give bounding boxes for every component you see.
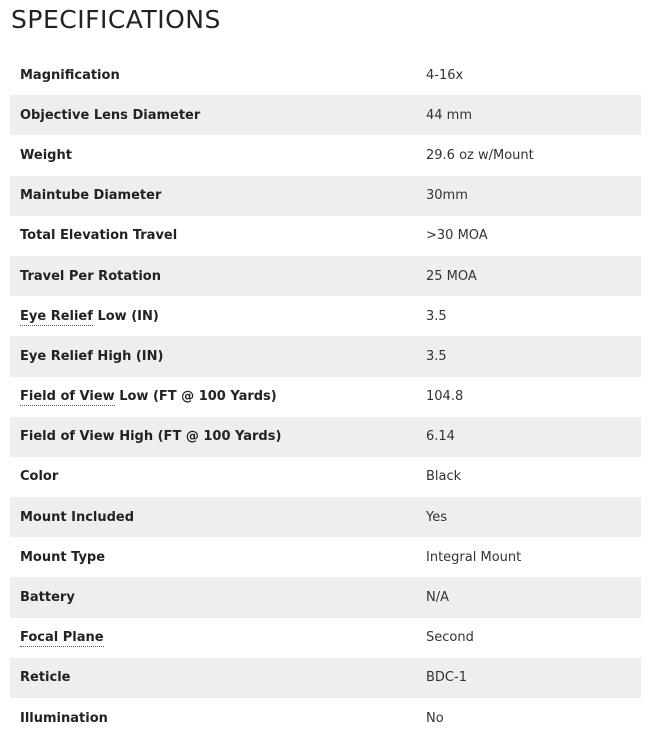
spec-label xyxy=(10,510,426,525)
spec-value: BDC-1 xyxy=(426,670,467,686)
spec-row-reticle xyxy=(10,658,641,698)
glossary-term-link[interactable]: Eye Relief xyxy=(20,308,93,324)
spec-row-magnification xyxy=(10,55,641,95)
spec-label xyxy=(10,68,426,83)
spec-label xyxy=(10,148,426,163)
spec-value: Black xyxy=(426,469,462,485)
spec-label xyxy=(10,429,426,444)
spec-row-mount-included xyxy=(10,497,641,537)
spec-label-text: Mount Type xyxy=(20,549,106,565)
spec-label-text: Total Elevation Travel xyxy=(20,228,178,244)
glossary-term-link[interactable]: Field of View xyxy=(20,389,115,405)
spec-value: Integral Mount xyxy=(426,549,522,565)
spec-value: 3.5 xyxy=(426,348,447,364)
spec-row-weight xyxy=(10,135,641,175)
spec-row-color xyxy=(10,457,641,497)
spec-row-battery xyxy=(10,577,641,617)
spec-label-text: Magnification xyxy=(20,67,120,83)
spec-value: N/A xyxy=(426,590,449,606)
spec-label-text: Mount Included xyxy=(20,509,135,525)
spec-row-field-of-view-high xyxy=(10,417,641,457)
spec-value: >30 MOA xyxy=(426,228,488,244)
spec-row-total-elevation-travel xyxy=(10,216,641,256)
spec-value: Yes xyxy=(426,509,447,525)
spec-row-eye-relief-high xyxy=(10,336,641,376)
spec-label xyxy=(10,469,426,484)
spec-label-text: Eye Relief High (IN) xyxy=(20,348,164,364)
spec-row-field-of-view-low xyxy=(10,377,641,417)
spec-label xyxy=(10,550,426,565)
spec-label-text: Color xyxy=(20,469,59,485)
spec-row-illumination xyxy=(10,698,641,732)
spec-label xyxy=(10,630,426,645)
spec-label-text: Objective Lens Diameter xyxy=(20,107,201,123)
spec-label-text: Reticle xyxy=(20,670,71,686)
spec-label-text: Low (IN) xyxy=(92,308,159,324)
spec-label xyxy=(10,389,426,404)
spec-label-text: Maintube Diameter xyxy=(20,188,162,204)
spec-table xyxy=(10,55,641,732)
spec-value: 44 mm xyxy=(426,107,473,123)
spec-value: Second xyxy=(426,630,474,646)
section-title: SPECIFICATIONS xyxy=(11,5,221,34)
spec-value: 4-16x xyxy=(426,67,464,83)
spec-value: 30mm xyxy=(426,188,468,204)
spec-label-text: Weight xyxy=(20,147,72,163)
spec-label-text: Travel Per Rotation xyxy=(20,268,161,284)
spec-label xyxy=(10,711,426,726)
spec-label-text: Illumination xyxy=(20,710,108,726)
spec-value: 6.14 xyxy=(426,429,455,445)
spec-label xyxy=(10,269,426,284)
spec-label-text: Battery xyxy=(20,590,75,606)
spec-row-travel-per-rotation xyxy=(10,256,641,296)
spec-row-maintube-diameter xyxy=(10,176,641,216)
spec-label-text: Field of View High (FT @ 100 Yards) xyxy=(20,429,282,445)
spec-value: 104.8 xyxy=(426,389,464,405)
spec-value: 3.5 xyxy=(426,308,447,324)
spec-value: 29.6 oz w/Mount xyxy=(426,147,534,163)
spec-value: 25 MOA xyxy=(426,268,477,284)
glossary-term-link[interactable]: Focal Plane xyxy=(20,630,104,646)
spec-label xyxy=(10,108,426,123)
spec-row-eye-relief-low xyxy=(10,296,641,336)
spec-label xyxy=(10,670,426,685)
spec-value: No xyxy=(426,710,444,726)
spec-label xyxy=(10,188,426,203)
spec-label xyxy=(10,228,426,243)
spec-label xyxy=(10,590,426,605)
spec-label xyxy=(10,349,426,364)
spec-row-focal-plane xyxy=(10,618,641,658)
spec-row-mount-type xyxy=(10,537,641,577)
spec-label xyxy=(10,309,426,324)
spec-row-objective-lens-diameter xyxy=(10,95,641,135)
spec-label-text: Low (FT @ 100 Yards) xyxy=(114,389,277,405)
